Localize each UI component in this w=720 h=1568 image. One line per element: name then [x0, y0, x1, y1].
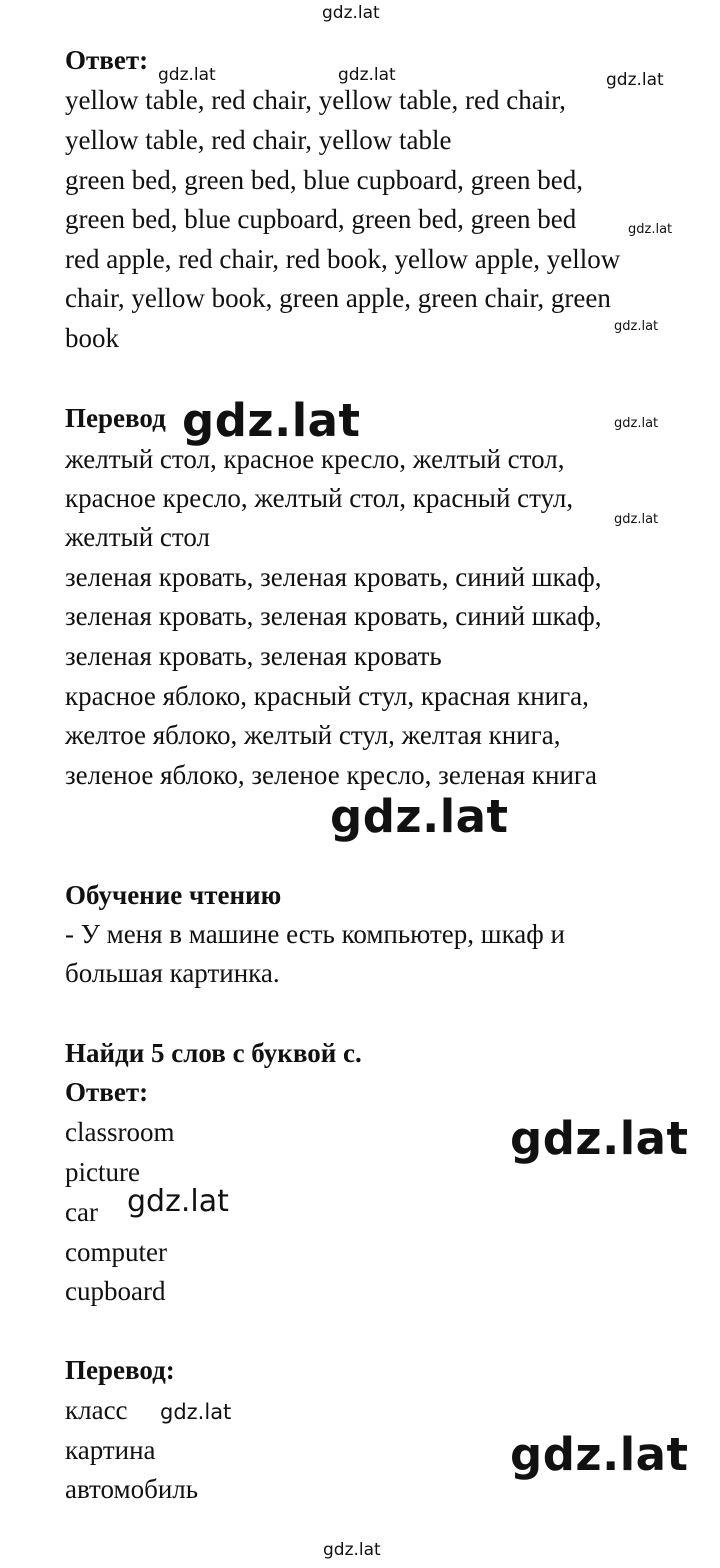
translation-line: зеленое яблоко, зеленое кресло, зеленая книга [65, 760, 597, 790]
watermark: gdz.lat [158, 65, 216, 85]
watermark: gdz.lat [606, 70, 664, 90]
watermark: gdz.lat [510, 1112, 689, 1165]
answer-line: yellow table, red chair, yellow table, red chair, [65, 85, 566, 115]
translation-word: автомобиль [65, 1474, 199, 1504]
translation-line: зеленая кровать, зеленая кровать, синий шкаф, [65, 562, 602, 592]
answer-line: yellow table, red chair, yellow table [65, 125, 452, 155]
word-item: car [65, 1197, 98, 1227]
watermark: gdz.lat [614, 416, 659, 431]
watermark: gdz.lat [510, 1428, 689, 1481]
word-item: computer [65, 1237, 167, 1267]
word-item: picture [65, 1157, 140, 1187]
reading-line: - У меня в машине есть компьютер, шкаф и [65, 919, 565, 949]
word-item: cupboard [65, 1276, 166, 1306]
translation-line: зеленая кровать, зеленая кровать, синий шкаф, [65, 601, 602, 631]
watermark: gdz.lat [323, 1540, 381, 1560]
answer-heading: Ответ: [65, 45, 149, 75]
answer-line: red apple, red chair, red book, yellow apple, yellow [65, 244, 621, 274]
translation-line: красное кресло, желтый стол, красный стул, [65, 483, 574, 513]
translation-line: желтый стол [65, 522, 210, 552]
translation-word: класс [65, 1395, 128, 1425]
translation-line: желтый стол, красное кресло, желтый стол, [65, 444, 565, 474]
translation-heading: Перевод [65, 403, 166, 433]
task-answer-heading: Ответ: [65, 1077, 149, 1107]
watermark: gdz.lat [322, 3, 380, 23]
answer-line: green bed, green bed, blue cupboard, green bed, [65, 165, 584, 195]
translation-line: красное яблоко, красный стул, красная книга, [65, 681, 589, 711]
reading-line: большая картинка. [65, 958, 280, 988]
answer-line: chair, yellow book, green apple, green chair, green [65, 283, 611, 313]
watermark: gdz.lat [330, 790, 509, 843]
word-item: classroom [65, 1117, 175, 1147]
answer-line: green bed, blue cupboard, green bed, green bed [65, 204, 577, 234]
watermark: gdz.lat [614, 319, 659, 334]
translation-line: желтое яблоко, желтый стул, желтая книга, [65, 720, 561, 750]
answer-line: book [65, 323, 119, 353]
watermark: gdz.lat [614, 512, 659, 527]
translation-line: зеленая кровать, зеленая кровать [65, 641, 442, 671]
watermark: gdz.lat [628, 222, 673, 237]
watermark: gdz.lat [127, 1184, 229, 1219]
reading-heading: Обучение чтению [65, 880, 282, 910]
translation-word: картина [65, 1435, 156, 1465]
watermark: gdz.lat [182, 394, 361, 447]
watermark: gdz.lat [338, 65, 396, 85]
watermark: gdz.lat [160, 1400, 232, 1424]
task-heading: Найди 5 слов с буквой с. [65, 1038, 362, 1068]
translation2-heading: Перевод: [65, 1355, 175, 1385]
